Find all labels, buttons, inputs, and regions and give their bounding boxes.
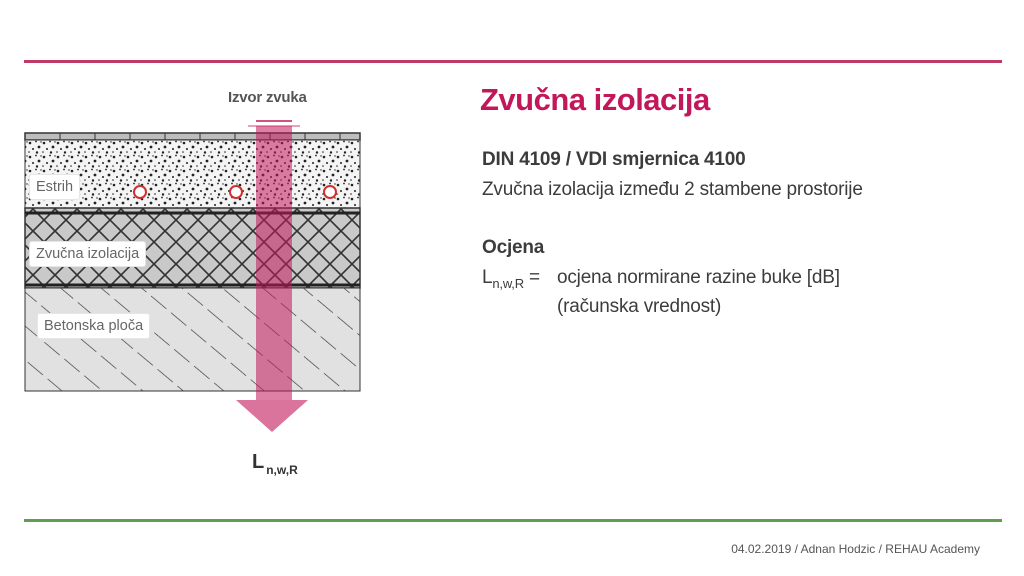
footer-text: 04.02.2019 / Adnan Hodzic / REHAU Academy [731,542,980,556]
sound-arrow-head [236,400,308,432]
layer-label-concrete: Betonska ploča [38,314,149,338]
formula-note: (računska vrednost) [557,296,722,317]
heating-pipe [324,186,336,198]
layer-label-insulation: Zvučna izolacija [30,242,145,266]
formula-definition: ocjena normirane razine buke [dB] [557,267,840,288]
sound-source-label: Izvor zvuka [228,89,307,106]
formula-line: $L_{n,w,R}$ = [482,267,540,291]
slide-title: Zvučna izolacija [480,82,710,117]
standard-reference: DIN 4109 / VDI smjernica 4100 [482,149,746,170]
layer-label-screed: Estrih [30,175,79,199]
result-symbol: L $_{n,w,R}$ [252,451,298,477]
rating-heading: Ocjena [482,237,545,258]
heating-pipe [230,186,242,198]
slide-description: Zvučna izolacija između 2 stambene prostorije [482,179,863,200]
heating-pipe [134,186,146,198]
sound-path-beam [256,126,292,400]
